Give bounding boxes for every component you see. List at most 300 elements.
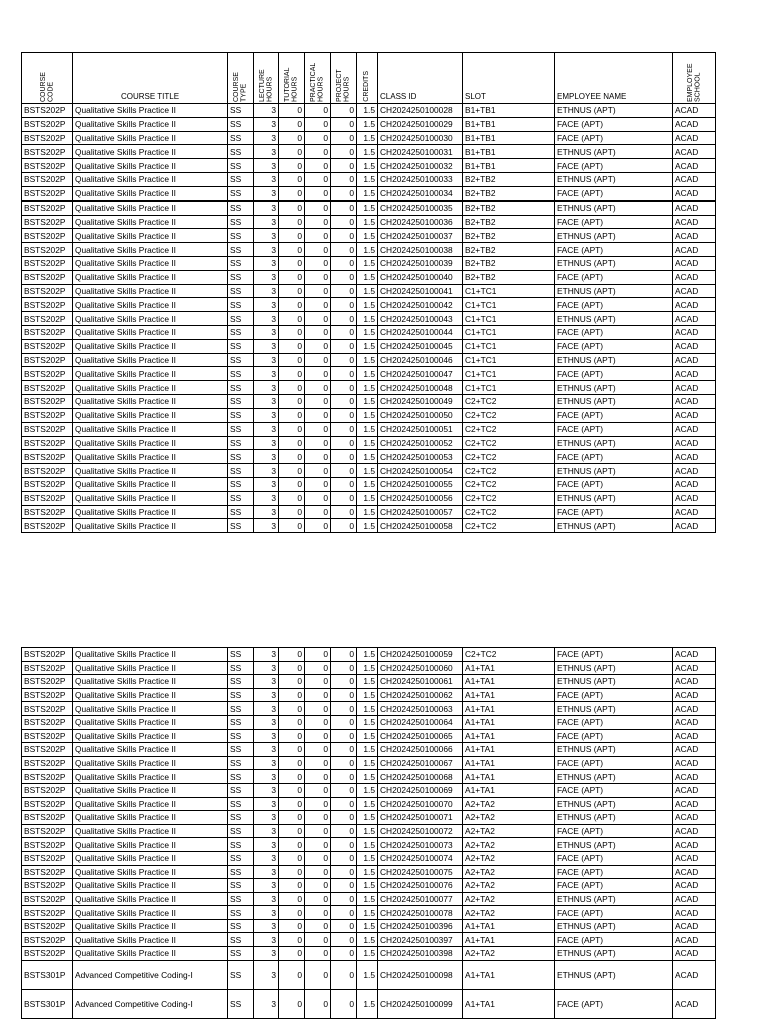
cell-slot: C2+TC2 — [463, 450, 555, 464]
cell-course-title: Qualitative Skills Practice II — [73, 770, 228, 784]
header-lecture-hours: LECTURE HOURS — [254, 53, 279, 104]
cell-course-code: BSTS202P — [22, 326, 73, 340]
table-row — [22, 353, 716, 367]
cell-employee-school: ACAD — [673, 145, 716, 159]
cell-tutorial-hours: 0 — [279, 186, 305, 200]
cell-project-hours: 0 — [331, 675, 357, 689]
cell-practical-hours: 0 — [305, 201, 331, 215]
cell-tutorial-hours: 0 — [279, 505, 305, 519]
cell-employee-school: ACAD — [673, 989, 716, 1018]
cell-slot: A1+TA1 — [463, 783, 555, 797]
cell-employee-school: ACAD — [673, 395, 716, 409]
cell-employee-name: ETHNUS (APT) — [555, 256, 673, 270]
cell-lecture-hours: 3 — [254, 715, 279, 729]
cell-practical-hours: 0 — [305, 756, 331, 770]
cell-tutorial-hours: 0 — [279, 960, 305, 989]
cell-credits: 1.5 — [357, 783, 378, 797]
table-row — [22, 729, 716, 743]
cell-credits: 1.5 — [357, 284, 378, 298]
cell-employee-name: ETHNUS (APT) — [555, 173, 673, 187]
cell-course-type: SS — [228, 270, 254, 284]
cell-tutorial-hours: 0 — [279, 408, 305, 422]
table-row — [22, 824, 716, 838]
cell-tutorial-hours: 0 — [279, 702, 305, 716]
cell-project-hours: 0 — [331, 117, 357, 131]
cell-course-code: BSTS202P — [22, 919, 73, 933]
cell-credits: 1.5 — [357, 715, 378, 729]
cell-credits: 1.5 — [357, 989, 378, 1018]
cell-employee-school: ACAD — [673, 201, 716, 215]
cell-course-title: Qualitative Skills Practice II — [73, 865, 228, 879]
cell-project-hours: 0 — [331, 436, 357, 450]
table-row — [22, 865, 716, 879]
cell-practical-hours: 0 — [305, 892, 331, 906]
cell-course-type: SS — [228, 215, 254, 229]
cell-class-id: CH2024250100064 — [378, 715, 463, 729]
header-credits: CREDITS — [357, 53, 378, 104]
cell-class-id: CH2024250100057 — [378, 505, 463, 519]
cell-project-hours: 0 — [331, 422, 357, 436]
table-row — [22, 919, 716, 933]
cell-practical-hours: 0 — [305, 947, 331, 961]
cell-slot: C2+TC2 — [463, 395, 555, 409]
cell-lecture-hours: 3 — [254, 201, 279, 215]
cell-employee-name: ETHNUS (APT) — [555, 145, 673, 159]
cell-slot: A1+TA1 — [463, 919, 555, 933]
cell-tutorial-hours: 0 — [279, 797, 305, 811]
cell-employee-name: FACE (APT) — [555, 729, 673, 743]
cell-lecture-hours: 3 — [254, 186, 279, 200]
cell-slot: B1+TB1 — [463, 159, 555, 173]
cell-project-hours: 0 — [331, 312, 357, 326]
cell-employee-school: ACAD — [673, 838, 716, 852]
cell-employee-name: ETHNUS (APT) — [555, 661, 673, 675]
cell-lecture-hours: 3 — [254, 477, 279, 491]
cell-lecture-hours: 3 — [254, 422, 279, 436]
cell-lecture-hours: 3 — [254, 256, 279, 270]
cell-slot: C2+TC2 — [463, 408, 555, 422]
cell-employee-name: ETHNUS (APT) — [555, 491, 673, 505]
cell-tutorial-hours: 0 — [279, 892, 305, 906]
cell-class-id: CH2024250100066 — [378, 743, 463, 757]
cell-practical-hours: 0 — [305, 284, 331, 298]
cell-course-code: BSTS202P — [22, 243, 73, 257]
cell-employee-name: FACE (APT) — [555, 186, 673, 200]
cell-tutorial-hours: 0 — [279, 117, 305, 131]
cell-credits: 1.5 — [357, 381, 378, 395]
cell-course-title: Qualitative Skills Practice II — [73, 519, 228, 533]
cell-practical-hours: 0 — [305, 381, 331, 395]
cell-tutorial-hours: 0 — [279, 215, 305, 229]
cell-practical-hours: 0 — [305, 960, 331, 989]
cell-course-type: SS — [228, 675, 254, 689]
cell-lecture-hours: 3 — [254, 505, 279, 519]
cell-class-id: CH2024250100060 — [378, 661, 463, 675]
cell-class-id: CH2024250100041 — [378, 284, 463, 298]
cell-class-id: CH2024250100073 — [378, 838, 463, 852]
cell-slot: A2+TA2 — [463, 824, 555, 838]
cell-project-hours: 0 — [331, 811, 357, 825]
cell-slot: B2+TB2 — [463, 256, 555, 270]
cell-tutorial-hours: 0 — [279, 298, 305, 312]
cell-practical-hours: 0 — [305, 879, 331, 893]
cell-course-title: Qualitative Skills Practice II — [73, 811, 228, 825]
header-tutorial-hours: TUTORIAL HOURS — [279, 53, 305, 104]
cell-practical-hours: 0 — [305, 906, 331, 920]
table-row — [22, 906, 716, 920]
cell-lecture-hours: 3 — [254, 353, 279, 367]
cell-tutorial-hours: 0 — [279, 173, 305, 187]
cell-course-title: Qualitative Skills Practice II — [73, 797, 228, 811]
cell-slot: A1+TA1 — [463, 715, 555, 729]
cell-tutorial-hours: 0 — [279, 811, 305, 825]
cell-employee-school: ACAD — [673, 104, 716, 118]
cell-lecture-hours: 3 — [254, 284, 279, 298]
cell-employee-school: ACAD — [673, 339, 716, 353]
table-row — [22, 381, 716, 395]
cell-project-hours: 0 — [331, 688, 357, 702]
cell-tutorial-hours: 0 — [279, 675, 305, 689]
cell-slot: A1+TA1 — [463, 661, 555, 675]
cell-tutorial-hours: 0 — [279, 256, 305, 270]
cell-lecture-hours: 3 — [254, 770, 279, 784]
table-row — [22, 131, 716, 145]
cell-practical-hours: 0 — [305, 811, 331, 825]
cell-course-title: Qualitative Skills Practice II — [73, 408, 228, 422]
cell-course-type: SS — [228, 648, 254, 662]
cell-slot: A2+TA2 — [463, 892, 555, 906]
cell-credits: 1.5 — [357, 491, 378, 505]
cell-practical-hours: 0 — [305, 838, 331, 852]
cell-course-type: SS — [228, 933, 254, 947]
header-slot: SLOT — [463, 53, 555, 104]
cell-lecture-hours: 3 — [254, 688, 279, 702]
cell-practical-hours: 0 — [305, 464, 331, 478]
cell-credits: 1.5 — [357, 243, 378, 257]
cell-course-type: SS — [228, 256, 254, 270]
cell-course-title: Qualitative Skills Practice II — [73, 367, 228, 381]
cell-employee-name: ETHNUS (APT) — [555, 229, 673, 243]
cell-course-code: BSTS202P — [22, 675, 73, 689]
cell-tutorial-hours: 0 — [279, 770, 305, 784]
cell-course-title: Qualitative Skills Practice II — [73, 131, 228, 145]
cell-class-id: CH2024250100063 — [378, 702, 463, 716]
cell-course-title: Qualitative Skills Practice II — [73, 906, 228, 920]
cell-course-type: SS — [228, 353, 254, 367]
table-row — [22, 186, 716, 200]
cell-class-id: CH2024250100397 — [378, 933, 463, 947]
cell-lecture-hours: 3 — [254, 215, 279, 229]
cell-credits: 1.5 — [357, 851, 378, 865]
cell-employee-name: FACE (APT) — [555, 688, 673, 702]
cell-practical-hours: 0 — [305, 395, 331, 409]
cell-employee-name: ETHNUS (APT) — [555, 770, 673, 784]
cell-practical-hours: 0 — [305, 491, 331, 505]
cell-course-code: BSTS202P — [22, 906, 73, 920]
cell-employee-name: FACE (APT) — [555, 906, 673, 920]
cell-tutorial-hours: 0 — [279, 450, 305, 464]
cell-project-hours: 0 — [331, 702, 357, 716]
cell-slot: C1+TC1 — [463, 381, 555, 395]
cell-class-id: CH2024250100050 — [378, 408, 463, 422]
table-row — [22, 947, 716, 961]
cell-slot: A1+TA1 — [463, 675, 555, 689]
cell-project-hours: 0 — [331, 661, 357, 675]
cell-project-hours: 0 — [331, 824, 357, 838]
cell-tutorial-hours: 0 — [279, 381, 305, 395]
cell-employee-name: ETHNUS (APT) — [555, 519, 673, 533]
cell-employee-name: FACE (APT) — [555, 243, 673, 257]
cell-lecture-hours: 3 — [254, 312, 279, 326]
cell-tutorial-hours: 0 — [279, 201, 305, 215]
cell-project-hours: 0 — [331, 947, 357, 961]
cell-project-hours: 0 — [331, 715, 357, 729]
table-row — [22, 743, 716, 757]
cell-slot: C2+TC2 — [463, 422, 555, 436]
cell-employee-name: ETHNUS (APT) — [555, 353, 673, 367]
cell-tutorial-hours: 0 — [279, 159, 305, 173]
cell-course-title: Qualitative Skills Practice II — [73, 464, 228, 478]
cell-credits: 1.5 — [357, 892, 378, 906]
cell-course-title: Qualitative Skills Practice II — [73, 117, 228, 131]
cell-slot: A1+TA1 — [463, 729, 555, 743]
cell-course-title: Qualitative Skills Practice II — [73, 395, 228, 409]
header-employee-school: EMPLOYEE SCHOOL — [673, 53, 716, 104]
cell-course-code: BSTS202P — [22, 159, 73, 173]
cell-credits: 1.5 — [357, 367, 378, 381]
cell-course-code: BSTS202P — [22, 464, 73, 478]
cell-practical-hours: 0 — [305, 270, 331, 284]
cell-course-type: SS — [228, 145, 254, 159]
cell-employee-school: ACAD — [673, 284, 716, 298]
cell-practical-hours: 0 — [305, 173, 331, 187]
cell-lecture-hours: 3 — [254, 797, 279, 811]
cell-project-hours: 0 — [331, 906, 357, 920]
cell-credits: 1.5 — [357, 450, 378, 464]
cell-tutorial-hours: 0 — [279, 648, 305, 662]
cell-employee-name: FACE (APT) — [555, 505, 673, 519]
cell-employee-school: ACAD — [673, 648, 716, 662]
cell-course-type: SS — [228, 243, 254, 257]
cell-course-code: BSTS202P — [22, 824, 73, 838]
header-course-type: COURSE TYPE — [228, 53, 254, 104]
cell-project-hours: 0 — [331, 381, 357, 395]
cell-employee-school: ACAD — [673, 919, 716, 933]
table-row — [22, 243, 716, 257]
cell-course-title: Qualitative Skills Practice II — [73, 688, 228, 702]
cell-credits: 1.5 — [357, 339, 378, 353]
cell-credits: 1.5 — [357, 353, 378, 367]
table-row — [22, 117, 716, 131]
cell-course-title: Qualitative Skills Practice II — [73, 675, 228, 689]
cell-course-type: SS — [228, 919, 254, 933]
cell-course-type: SS — [228, 906, 254, 920]
cell-course-code: BSTS202P — [22, 743, 73, 757]
table-row — [22, 960, 716, 989]
cell-class-id: CH2024250100076 — [378, 879, 463, 893]
table-row — [22, 477, 716, 491]
header-course-code: COURSE CODE — [22, 53, 73, 104]
cell-practical-hours: 0 — [305, 298, 331, 312]
cell-lecture-hours: 3 — [254, 464, 279, 478]
cell-credits: 1.5 — [357, 743, 378, 757]
cell-lecture-hours: 3 — [254, 811, 279, 825]
cell-course-code: BSTS202P — [22, 811, 73, 825]
cell-class-id: CH2024250100045 — [378, 339, 463, 353]
cell-lecture-hours: 3 — [254, 159, 279, 173]
cell-employee-school: ACAD — [673, 770, 716, 784]
cell-course-title: Qualitative Skills Practice II — [73, 838, 228, 852]
cell-tutorial-hours: 0 — [279, 661, 305, 675]
table-row — [22, 715, 716, 729]
cell-slot: A1+TA1 — [463, 743, 555, 757]
cell-tutorial-hours: 0 — [279, 104, 305, 118]
cell-course-code: BSTS202P — [22, 395, 73, 409]
cell-tutorial-hours: 0 — [279, 851, 305, 865]
cell-course-code: BSTS202P — [22, 477, 73, 491]
cell-course-title: Qualitative Skills Practice II — [73, 661, 228, 675]
table-row — [22, 395, 716, 409]
cell-course-type: SS — [228, 770, 254, 784]
cell-course-title: Qualitative Skills Practice II — [73, 145, 228, 159]
cell-project-hours: 0 — [331, 353, 357, 367]
cell-employee-school: ACAD — [673, 464, 716, 478]
cell-course-type: SS — [228, 729, 254, 743]
cell-lecture-hours: 3 — [254, 117, 279, 131]
cell-practical-hours: 0 — [305, 450, 331, 464]
header-employee-name: EMPLOYEE NAME — [555, 53, 673, 104]
cell-practical-hours: 0 — [305, 519, 331, 533]
cell-project-hours: 0 — [331, 648, 357, 662]
cell-tutorial-hours: 0 — [279, 919, 305, 933]
cell-employee-school: ACAD — [673, 215, 716, 229]
cell-slot: C2+TC2 — [463, 477, 555, 491]
cell-course-type: SS — [228, 491, 254, 505]
cell-class-id: CH2024250100038 — [378, 243, 463, 257]
cell-practical-hours: 0 — [305, 505, 331, 519]
cell-slot: C2+TC2 — [463, 436, 555, 450]
cell-class-id: CH2024250100033 — [378, 173, 463, 187]
cell-class-id: CH2024250100396 — [378, 919, 463, 933]
cell-slot: A2+TA2 — [463, 851, 555, 865]
cell-lecture-hours: 3 — [254, 851, 279, 865]
cell-slot: B1+TB1 — [463, 117, 555, 131]
cell-course-code: BSTS202P — [22, 715, 73, 729]
cell-practical-hours: 0 — [305, 243, 331, 257]
cell-slot: A1+TA1 — [463, 960, 555, 989]
table-row — [22, 892, 716, 906]
cell-tutorial-hours: 0 — [279, 229, 305, 243]
cell-course-code: BSTS202P — [22, 892, 73, 906]
cell-slot: C1+TC1 — [463, 353, 555, 367]
cell-class-id: CH2024250100042 — [378, 298, 463, 312]
cell-class-id: CH2024250100037 — [378, 229, 463, 243]
cell-employee-school: ACAD — [673, 743, 716, 757]
cell-employee-school: ACAD — [673, 159, 716, 173]
table-row — [22, 284, 716, 298]
cell-course-code: BSTS202P — [22, 381, 73, 395]
cell-course-type: SS — [228, 661, 254, 675]
cell-lecture-hours: 3 — [254, 229, 279, 243]
cell-slot: C2+TC2 — [463, 648, 555, 662]
cell-lecture-hours: 3 — [254, 339, 279, 353]
cell-credits: 1.5 — [357, 186, 378, 200]
cell-project-hours: 0 — [331, 756, 357, 770]
table-row — [22, 422, 716, 436]
cell-course-type: SS — [228, 797, 254, 811]
cell-lecture-hours: 3 — [254, 933, 279, 947]
cell-course-code: BSTS202P — [22, 770, 73, 784]
cell-practical-hours: 0 — [305, 743, 331, 757]
cell-class-id: CH2024250100040 — [378, 270, 463, 284]
cell-course-type: SS — [228, 477, 254, 491]
cell-employee-school: ACAD — [673, 173, 716, 187]
cell-credits: 1.5 — [357, 756, 378, 770]
cell-course-title: Qualitative Skills Practice II — [73, 159, 228, 173]
cell-class-id: CH2024250100062 — [378, 688, 463, 702]
cell-credits: 1.5 — [357, 906, 378, 920]
cell-project-hours: 0 — [331, 919, 357, 933]
cell-slot: C1+TC1 — [463, 326, 555, 340]
cell-employee-name: ETHNUS (APT) — [555, 919, 673, 933]
cell-credits: 1.5 — [357, 159, 378, 173]
cell-practical-hours: 0 — [305, 367, 331, 381]
table-row — [22, 270, 716, 284]
cell-lecture-hours: 3 — [254, 702, 279, 716]
cell-course-code: BSTS202P — [22, 661, 73, 675]
cell-slot: B1+TB1 — [463, 131, 555, 145]
cell-class-id: CH2024250100061 — [378, 675, 463, 689]
cell-employee-school: ACAD — [673, 312, 716, 326]
table-row — [22, 104, 716, 118]
cell-employee-school: ACAD — [673, 505, 716, 519]
cell-lecture-hours: 3 — [254, 989, 279, 1018]
cell-tutorial-hours: 0 — [279, 131, 305, 145]
cell-employee-name: ETHNUS (APT) — [555, 312, 673, 326]
cell-slot: B2+TB2 — [463, 270, 555, 284]
cell-course-code: BSTS202P — [22, 947, 73, 961]
cell-lecture-hours: 3 — [254, 824, 279, 838]
cell-credits: 1.5 — [357, 229, 378, 243]
cell-slot: C1+TC1 — [463, 284, 555, 298]
cell-employee-name: FACE (APT) — [555, 989, 673, 1018]
cell-project-hours: 0 — [331, 201, 357, 215]
cell-course-code: BSTS202P — [22, 491, 73, 505]
cell-slot: B2+TB2 — [463, 229, 555, 243]
cell-tutorial-hours: 0 — [279, 865, 305, 879]
cell-class-id: CH2024250100072 — [378, 824, 463, 838]
cell-slot: B2+TB2 — [463, 215, 555, 229]
cell-class-id: CH2024250100030 — [378, 131, 463, 145]
cell-credits: 1.5 — [357, 838, 378, 852]
cell-lecture-hours: 3 — [254, 906, 279, 920]
cell-employee-school: ACAD — [673, 892, 716, 906]
cell-practical-hours: 0 — [305, 661, 331, 675]
cell-course-type: SS — [228, 117, 254, 131]
cell-course-type: SS — [228, 186, 254, 200]
cell-course-type: SS — [228, 879, 254, 893]
cell-practical-hours: 0 — [305, 339, 331, 353]
cell-tutorial-hours: 0 — [279, 519, 305, 533]
cell-project-hours: 0 — [331, 770, 357, 784]
cell-course-type: SS — [228, 408, 254, 422]
cell-employee-name: FACE (APT) — [555, 159, 673, 173]
cell-course-code: BSTS202P — [22, 215, 73, 229]
cell-tutorial-hours: 0 — [279, 353, 305, 367]
cell-course-title: Qualitative Skills Practice II — [73, 298, 228, 312]
cell-employee-school: ACAD — [673, 797, 716, 811]
table-row — [22, 408, 716, 422]
